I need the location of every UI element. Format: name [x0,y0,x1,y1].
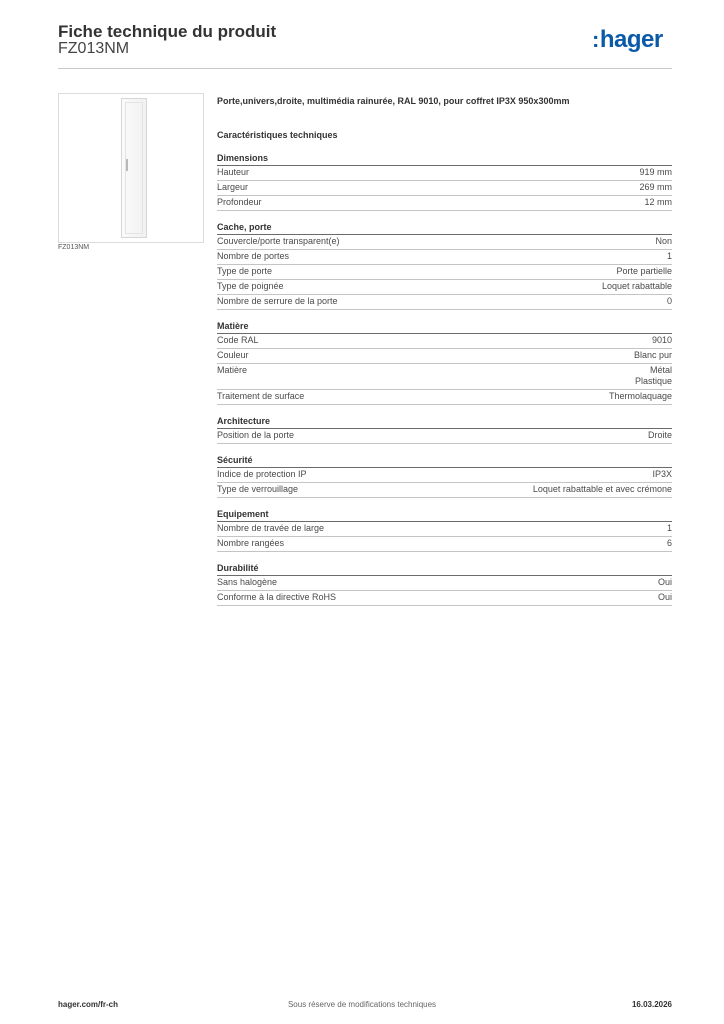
spec-value [639,167,672,178]
product-image [58,93,204,243]
spec-value [648,430,672,441]
spec-row [217,522,672,537]
section-title: Architecture [217,416,672,429]
spec-value-line: 919 mm [639,167,672,177]
door-illustration [121,98,147,238]
spec-value [616,266,672,277]
section-title: Dimensions [217,153,672,166]
spec-label: Largeur [217,182,249,192]
spec-value [635,365,672,387]
door-handle [126,159,128,171]
spec-label: Matière [217,365,248,375]
spec-label: Nombre de travée de large [217,523,325,533]
spec-row [217,537,672,552]
spec-value-line: 269 mm [639,182,672,192]
spec-section [217,321,672,405]
spec-value-line: 1 [666,251,672,261]
spec-row [217,235,672,250]
spec-row [217,265,672,280]
spec-value-line: 12 mm [644,197,672,207]
spec-value-line: 6 [666,538,672,548]
spec-value-line: 0 [666,296,672,306]
spec-value-line: Métal [649,365,672,375]
spec-label: Type de verrouillage [217,484,299,494]
spec-label: Couvercle/porte transparent(e) [217,236,340,246]
spec-label: Nombre de portes [217,251,290,261]
technical-characteristics-title: Caractéristiques techniques [217,130,338,140]
spec-value [658,592,672,603]
spec-value [639,182,672,193]
footer-date: 16.03.2026 [631,1000,672,1009]
spec-label: Indice de protection IP [217,469,307,479]
spec-value-line: Non [655,236,672,246]
spec-value-line: 1 [666,523,672,533]
spec-row [217,576,672,591]
spec-label: Type de poignée [217,281,284,291]
section-title: Durabilité [217,563,672,576]
spec-value [652,335,672,346]
page-title: Fiche technique du produit [58,22,277,41]
spec-label: Hauteur [217,167,250,177]
section-title: Cache, porte [217,222,672,235]
spec-value [655,236,672,247]
spec-value-line: Droite [647,430,672,440]
spec-value-line: Oui [657,577,672,587]
spec-value-line: Oui [657,592,672,602]
spec-value [658,577,672,588]
spec-row [217,483,672,498]
spec-value-line: Plastique [634,376,672,386]
section-title: Matière [217,321,672,334]
spec-row [217,166,672,181]
section-title: Sécurité [217,455,672,468]
header-divider [58,68,672,69]
spec-value [667,296,672,307]
spec-value [652,469,672,480]
spec-value [644,197,672,208]
spec-section [217,509,672,552]
spec-row [217,468,672,483]
footer-website[interactable]: hager.com/fr-ch [58,1000,119,1009]
spec-value [609,391,672,402]
product-description: Porte,univers,droite, multimédia rainurée, RAL 9010, pour coffret IP3X 950x300mm [217,96,570,106]
spec-label: Conforme à la directive RoHS [217,592,337,602]
image-caption: FZ013NM [58,244,90,251]
spec-label: Type de porte [217,266,273,276]
spec-value [533,484,672,495]
spec-label: Code RAL [217,335,259,345]
hager-logo: :hager [592,26,663,53]
spec-label: Couleur [217,350,249,360]
spec-value [667,523,672,534]
spec-value [602,281,672,292]
spec-row [217,334,672,349]
spec-row [217,349,672,364]
logo-text: hager [599,26,663,53]
spec-label: Position de la porte [217,430,295,440]
spec-section [217,416,672,444]
spec-row [217,280,672,295]
spec-row [217,429,672,444]
spec-value-line: Thermolaquage [608,391,672,401]
spec-row [217,364,672,390]
spec-section [217,563,672,606]
spec-label: Profondeur [217,197,262,207]
spec-label: Traitement de surface [217,391,305,401]
spec-sections [217,153,672,606]
spec-section [217,153,672,211]
spec-row [217,295,672,310]
spec-section [217,455,672,498]
spec-row [217,196,672,211]
spec-value-line: Loquet rabattable et avec crémone [532,484,672,494]
spec-row [217,181,672,196]
spec-label: Sans halogène [217,577,278,587]
spec-value-line: Blanc pur [633,350,672,360]
spec-value [667,251,672,262]
spec-value-line: Loquet rabattable [601,281,672,291]
spec-label: Nombre de serrure de la porte [217,296,338,306]
spec-value-line: 9010 [651,335,672,345]
spec-value [634,350,672,361]
product-details [217,96,672,606]
footer-disclaimer: Sous réserve de modifications techniques [287,1000,437,1009]
spec-value-line: IP3X [652,469,672,479]
spec-value [667,538,672,549]
product-reference: FZ013NM [58,40,130,57]
spec-row [217,591,672,606]
spec-row [217,390,672,405]
section-title: Equipement [217,509,672,522]
spec-row [217,250,672,265]
spec-label: Nombre rangées [217,538,285,548]
spec-section [217,222,672,310]
spec-value-line: Porte partielle [616,266,672,276]
